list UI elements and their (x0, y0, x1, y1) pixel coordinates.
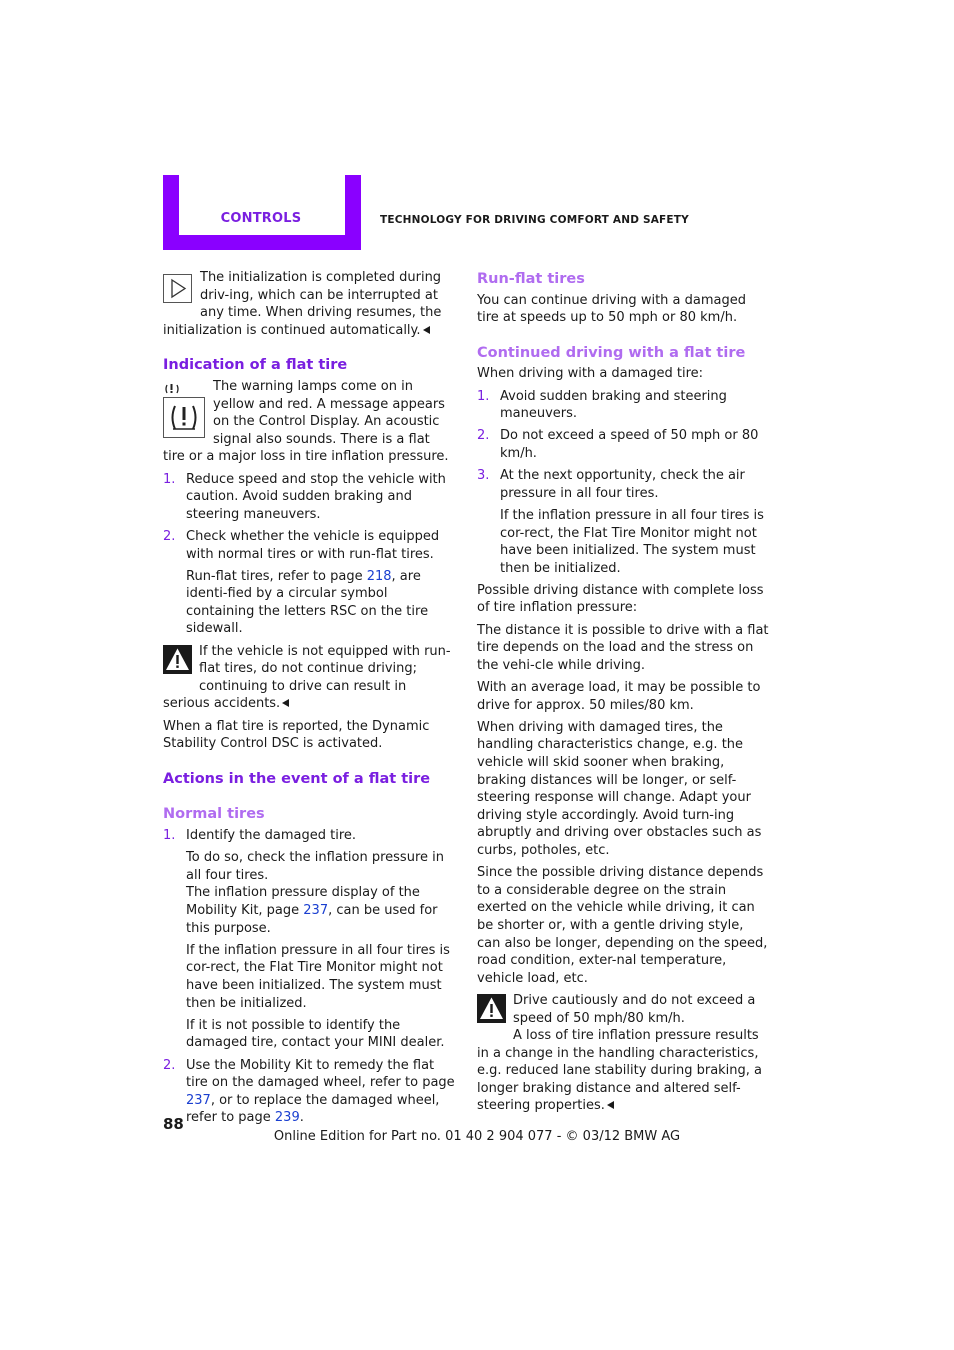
step-detail: If it is not possible to identify the damaged tire, contact your MINI dealer. (186, 1017, 445, 1051)
indication-intro-text: The warning lamps come on in yellow and red. A message appears on the Control Display. An acoustic signal also sounds. There is a flat tire or a major loss in tire inflation pressure. (163, 378, 449, 465)
list-item (163, 528, 455, 563)
list-item (477, 467, 769, 502)
note-block (163, 269, 455, 339)
paragraph: Since the possible driving distance depends to a considerable degree on the strain exerted on the vehicle while driving, it can be shorter or, with a gentle driving style, can also be longer, depending on the speed, road condition, exter-nal temperature, vehicle load, etc. (477, 865, 768, 986)
list-text: Avoid sudden braking and steering maneuvers. (500, 388, 727, 422)
end-mark-icon (423, 326, 430, 334)
ref-text: , can be used for this purpose. (186, 902, 438, 936)
note-triangle-icon (163, 274, 192, 303)
step-detail (163, 884, 455, 937)
page-link-237[interactable]: 237 (303, 902, 329, 918)
paragraph: The distance it is possible to drive with a flat tire depends on the load and the stress on the vehi-cle while driving. (477, 622, 769, 673)
list-number: 2. (477, 428, 490, 444)
list-text: Check whether the vehicle is equipped with normal tires or with run-flat tires. (186, 528, 440, 562)
list-text: , or to replace the damaged wheel, refer to page (186, 1092, 440, 1126)
ref-text: Run-flat tires, refer to page (186, 568, 367, 584)
right-column (477, 271, 769, 1120)
runflat-reference (163, 568, 455, 638)
paragraph: With an average load, it may be possible to drive for approx. 50 miles/80 km. (477, 680, 761, 713)
continued-intro: When driving with a damaged tire: (477, 366, 704, 382)
end-mark-icon (607, 1101, 614, 1109)
list-text: At the next opportunity, check the air pressure in all four tires. (500, 468, 745, 501)
ref-text: , are identi-fied by a circular symbol containing the letters RSC on the tire sidewall. (186, 568, 429, 637)
list-text: Do not exceed a speed of 50 mph or 80 km/h. (500, 428, 759, 461)
note-text: The initialization is completed during driv-ing, which can be interrupted at any time. When driving resumes, the initialization is continued automatically. (163, 270, 442, 338)
list-text: Use the Mobility Kit to remedy the flat tire on the damaged wheel, refer to page (186, 1057, 455, 1091)
page-link-218[interactable]: 218 (366, 568, 392, 584)
list-text: Reduce speed and stop the vehicle with caution. Avoid sudden braking and steering maneuvers. (186, 471, 446, 522)
heading-runflat: Run-flat tires (477, 271, 585, 287)
footer-edition: Online Edition for Part no. 01 40 2 904 077 - © 03/12 BMW AG (273, 1129, 681, 1144)
runflat-text: You can continue driving with a damaged tire at speeds up to 50 mph or 80 km/h. (477, 292, 746, 326)
page-link-237[interactable]: 237 (186, 1092, 211, 1108)
step-detail: If the inflation pressure in all four tires is cor-rect, the Flat Tire Monitor might not have been initialized. The system must then be initialized. (500, 507, 764, 576)
ref-text: The inflation pressure display of the Mobility Kit, page (186, 885, 420, 918)
list-item (477, 427, 769, 462)
paragraph: When driving with damaged tires, the handling characteristics change, e.g. the vehicle will skid sooner when braking, braking distances will be longer, or self-steering response will change. Adapt your driving style accordingly. Avoid turn-ing abruptly and driving over obstacles such as curbs, potholes, etc. (477, 719, 762, 858)
warning-text: Drive cautiously and do not exceed a speed of 50 mph/80 km/h. (513, 992, 756, 1026)
step-detail: If the inflation pressure in all four tires is cor-rect, the Flat Tire Monitor might not have been initialized. The system must then be initialized. (186, 942, 450, 1011)
list-number: 1. (163, 828, 176, 843)
left-column (163, 269, 455, 1131)
page-number: 88 (163, 1115, 184, 1133)
list-number: 3. (477, 468, 490, 484)
list-item (163, 1057, 455, 1127)
warning-continued: A loss of tire inflation pressure results in a change in the handling characteristics, e.g. reduced lane stability during braking, a longer braking distance and altered self-steering properties. (477, 1028, 763, 1114)
dsc-text: When a flat tire is reported, the Dynamic Stability Control DSC is activated. (163, 718, 430, 752)
warning-block (163, 643, 455, 713)
list-item (477, 388, 769, 423)
section-tab-label[interactable]: CONTROLS (220, 211, 302, 226)
heading-continued-driving: Continued driving with a flat tire (477, 344, 746, 361)
list-text: Identify the damaged tire. (186, 828, 357, 843)
warning-block (477, 992, 769, 1115)
heading-indication: Indication of a flat tire (163, 357, 348, 374)
indication-intro (163, 378, 455, 466)
list-number: 1. (477, 388, 490, 404)
header-title: TECHNOLOGY FOR DRIVING COMFORT AND SAFETY (380, 214, 689, 226)
tire-pressure-warning-icon (163, 378, 205, 444)
heading-normal-tires: Normal tires (163, 806, 265, 823)
list-number: 2. (163, 528, 176, 544)
warning-icon (477, 994, 506, 1029)
list-item (163, 471, 455, 524)
list-item (163, 827, 455, 845)
warning-text: If the vehicle is not equipped with run-flat tires, do not continue driving; continuing to drive can result in serious accidents. (163, 643, 451, 712)
heading-actions: Actions in the event of a flat tire (163, 770, 431, 787)
step-detail: To do so, check the inflation pressure in all four tires. (186, 850, 444, 883)
end-mark-icon (282, 699, 289, 707)
warning-icon (163, 645, 192, 680)
list-number: 2. (163, 1057, 176, 1073)
list-text: . (299, 1110, 304, 1126)
page-link-239[interactable]: 239 (274, 1110, 300, 1126)
list-number: 1. (163, 471, 176, 487)
paragraph: Possible driving distance with complete loss of tire inflation pressure: (477, 582, 764, 616)
